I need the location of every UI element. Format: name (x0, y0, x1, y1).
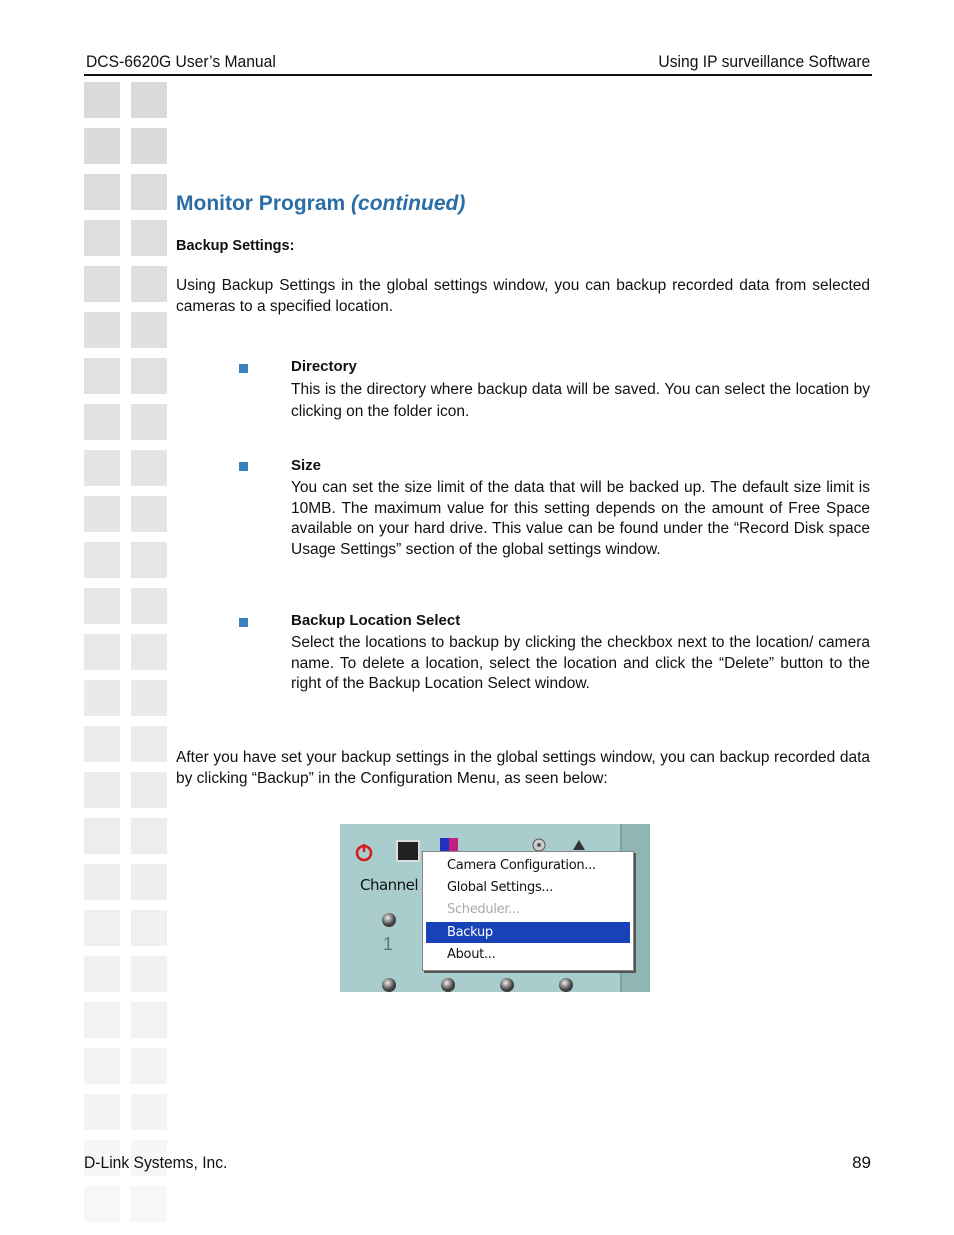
channel-knob-icon[interactable] (500, 978, 514, 992)
decorative-tile (131, 910, 167, 946)
footer-company: D-Link Systems, Inc. (84, 1153, 228, 1172)
decorative-tile (131, 588, 167, 624)
menu-item-scheduler: Scheduler... (447, 902, 520, 917)
decorative-tile (84, 1186, 120, 1222)
decorative-tile (84, 772, 120, 808)
bullet-square-icon (239, 462, 248, 471)
bullet-heading-backup-location: Backup Location Select (291, 612, 461, 629)
decorative-tile (131, 1186, 167, 1222)
decorative-tile (84, 496, 120, 532)
color-settings-icon (440, 838, 458, 852)
decorative-tile (131, 266, 167, 302)
decorative-tile (84, 864, 120, 900)
decorative-tile (131, 542, 167, 578)
bullet-square-icon (239, 364, 248, 373)
bullet-square-icon (239, 618, 248, 627)
decorative-tile (131, 956, 167, 992)
decorative-tile (131, 174, 167, 210)
decorative-tile (131, 772, 167, 808)
decorative-tile (131, 128, 167, 164)
header-section-title: Using IP surveillance Software (658, 52, 870, 71)
decorative-tile (131, 864, 167, 900)
header-divider (84, 74, 872, 76)
configuration-context-menu (422, 851, 634, 971)
subheading-backup-settings: Backup Settings: (176, 238, 295, 254)
decorative-tile (131, 220, 167, 256)
decorative-tile (84, 818, 120, 854)
decorative-tile (131, 726, 167, 762)
decorative-tile (131, 1048, 167, 1084)
section-title (176, 192, 465, 216)
menu-item-about[interactable]: About... (447, 947, 496, 962)
decorative-tile (84, 404, 120, 440)
channel-knob-icon[interactable] (382, 913, 396, 927)
decorative-tile (131, 82, 167, 118)
menu-item-global-settings[interactable]: Global Settings... (447, 880, 553, 895)
intro-paragraph: Using Backup Settings in the global settings window, you can backup recorded data from selected cameras to a specified location. (176, 277, 870, 315)
decorative-tile (84, 266, 120, 302)
help-icon (570, 838, 588, 852)
bullet-body-backup-location: Select the locations to backup by clicking the checkbox next to the location/ camera name. To delete a location, select the location and click the “Delete” button to the right of the Backup Location Select window. (291, 634, 870, 692)
menu-item-backup[interactable]: Backup (426, 922, 630, 943)
header-manual-title: DCS-6620G User’s Manual (86, 52, 276, 71)
section-title-main: Monitor Program (176, 192, 346, 215)
decorative-tile (84, 1094, 120, 1130)
decorative-tile (131, 358, 167, 394)
bullet-body-directory: This is the directory where backup data will be saved. You can select the location by clicking on the folder icon. (291, 381, 870, 420)
decorative-tile (84, 588, 120, 624)
bullet-body-size: You can set the size limit of the data that will be backed up. The default size limit is 10MB. The maximum value for this setting depends on the amount of Free Space available on your hard drive. This value can be found under the “Record Disk space Usage Settings” section of the global settings window. (291, 479, 870, 558)
decorative-tile (131, 1094, 167, 1130)
channel-number: 1 (383, 934, 394, 954)
decorative-tile (84, 680, 120, 716)
decorative-tile (131, 496, 167, 532)
page-number: 89 (852, 1153, 871, 1172)
decorative-tile (131, 818, 167, 854)
decorative-tile (84, 910, 120, 946)
decorative-tile (131, 680, 167, 716)
decorative-tile (84, 82, 120, 118)
decorative-tile (131, 312, 167, 348)
channel-knob-icon[interactable] (559, 978, 573, 992)
decorative-tile (131, 404, 167, 440)
decorative-tile (84, 450, 120, 486)
decorative-tile (84, 634, 120, 670)
decorative-tile (84, 1048, 120, 1084)
channel-knob-icon[interactable] (441, 978, 455, 992)
disk-icon (530, 838, 548, 852)
decorative-tile (84, 542, 120, 578)
decorative-tile (84, 956, 120, 992)
decorative-tile (131, 450, 167, 486)
decorative-tile (84, 358, 120, 394)
decorative-tile (84, 128, 120, 164)
decorative-tile (84, 726, 120, 762)
decorative-tile (84, 1002, 120, 1038)
bullet-heading-size: Size (291, 457, 322, 474)
decorative-tile (131, 1002, 167, 1038)
decorative-tile (84, 174, 120, 210)
decorative-tile (84, 312, 120, 348)
menu-item-camera-configuration[interactable]: Camera Configuration... (447, 858, 596, 873)
decorative-tile (84, 220, 120, 256)
monitor-icon (396, 840, 420, 862)
configuration-menu-screenshot (340, 824, 650, 992)
decorative-tile (131, 634, 167, 670)
channel-label: Channel (360, 876, 419, 894)
section-title-suffix: (continued) (351, 192, 466, 215)
power-icon (354, 842, 374, 862)
channel-knob-icon[interactable] (382, 978, 396, 992)
decorative-tile-column (84, 82, 170, 1235)
bullet-heading-directory: Directory (291, 358, 357, 375)
outro-paragraph: After you have set your backup settings in the global settings window, you can backup recorded data by clicking “Backup” in the Configuration Menu, as seen below: (176, 749, 870, 787)
